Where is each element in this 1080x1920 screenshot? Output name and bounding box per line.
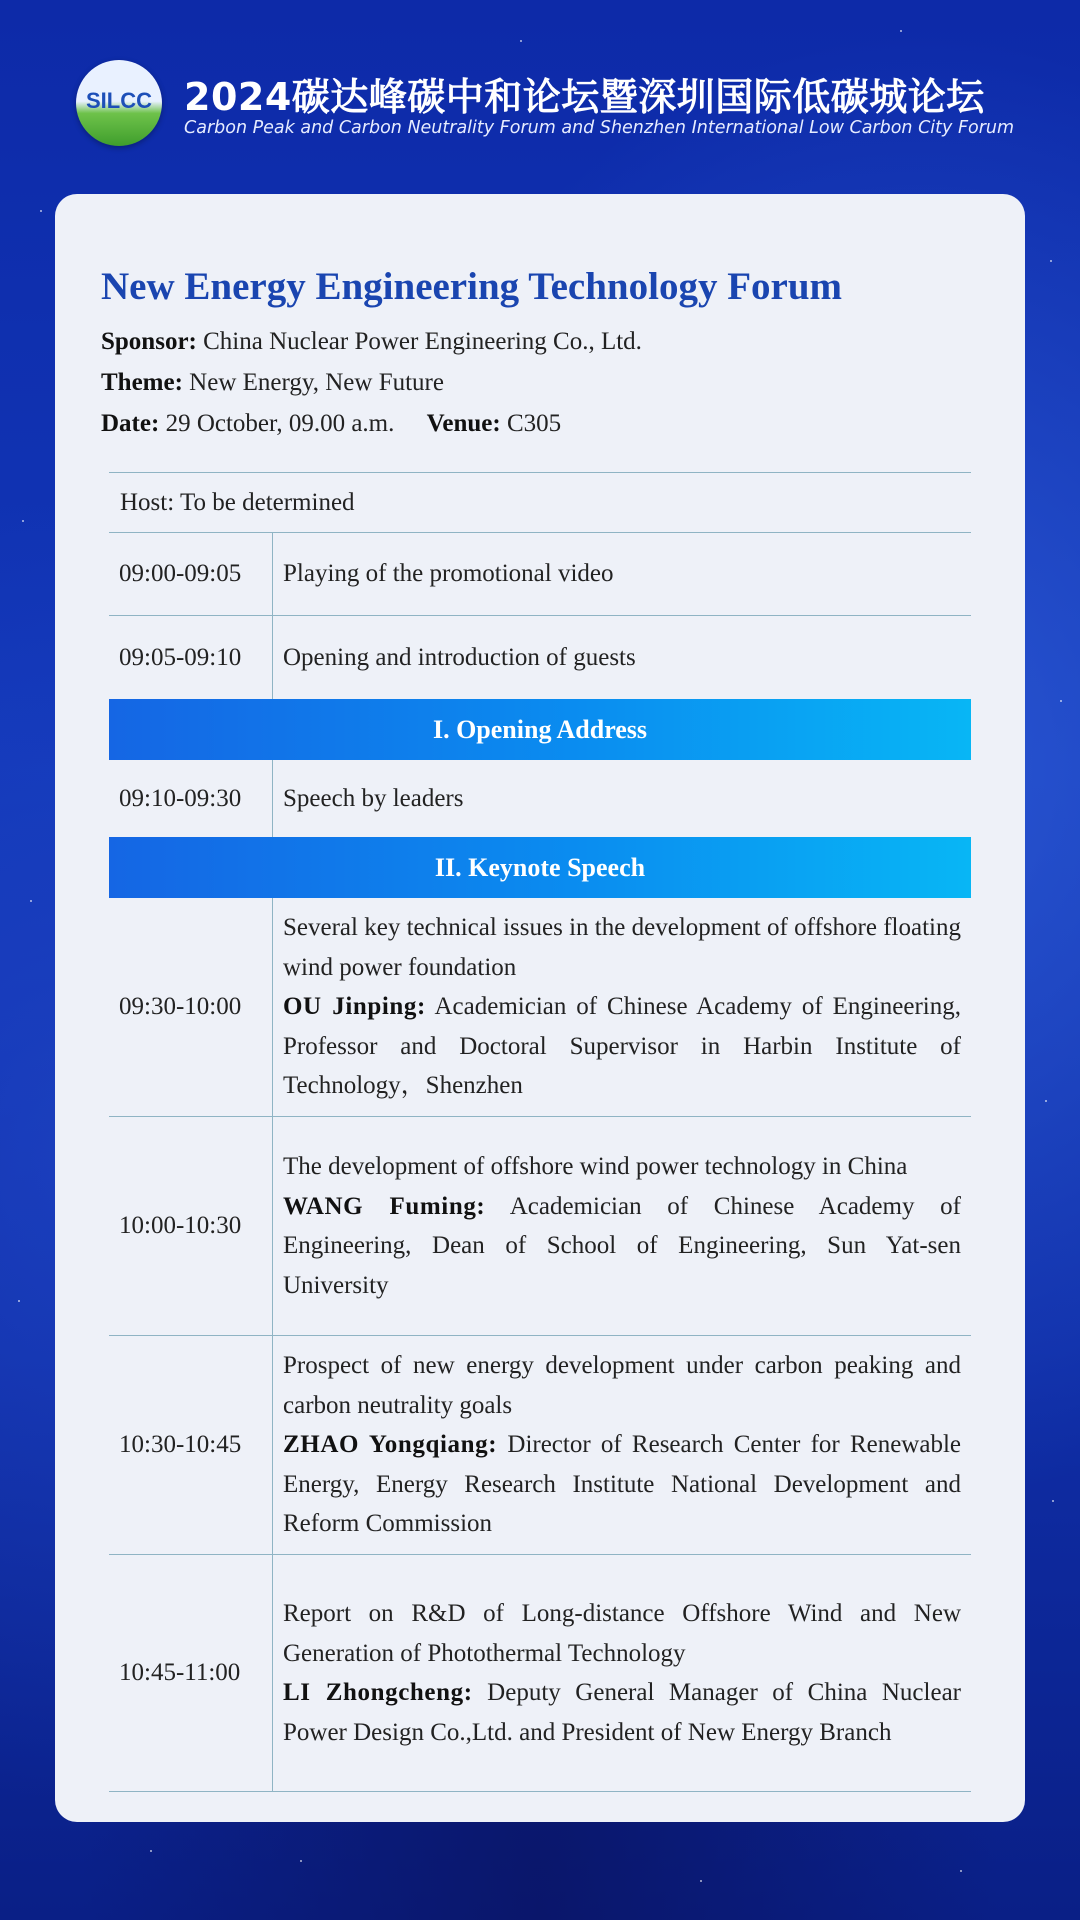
agenda-item-text: Speech by leaders xyxy=(283,784,464,812)
agenda-time: 09:00-09:05 xyxy=(109,533,273,615)
agenda-row xyxy=(109,616,971,699)
keynote-row xyxy=(109,898,971,1117)
theme-value: New Energy, New Future xyxy=(189,369,444,396)
silcc-logo xyxy=(76,60,162,146)
forum-title: New Energy Engineering Technology Forum xyxy=(101,265,843,308)
agenda-card xyxy=(55,194,1025,1822)
agenda-item-text: Opening and introduction of guests xyxy=(283,643,636,671)
agenda-row xyxy=(109,760,971,837)
keynote-row xyxy=(109,1117,971,1336)
speaker-bio: Academician of Chinese Academy of Engineering, Professor and Doctoral Supervisor in Harbin Institute of Technology，Shenzhen xyxy=(283,993,962,1100)
theme-label: Theme: xyxy=(101,369,183,396)
section-header-opening-address xyxy=(109,699,971,760)
logo-text: SILCC xyxy=(86,88,152,113)
venue-value: C305 xyxy=(506,410,562,437)
agenda-item-text: Playing of the promotional video xyxy=(283,560,614,588)
forum-header xyxy=(76,58,1015,154)
agenda-time: 09:30-10:00 xyxy=(109,898,273,1116)
keynote-speaker-line xyxy=(283,987,961,1106)
host-row xyxy=(109,472,971,533)
keynote-speaker-line xyxy=(283,1187,961,1306)
sponsor-line xyxy=(101,328,642,356)
agenda-time: 10:00-10:30 xyxy=(109,1117,273,1335)
agenda-time: 09:10-09:30 xyxy=(109,760,273,837)
venue-label: Venue: xyxy=(426,410,501,437)
speaker-name: OU Jinping: xyxy=(283,993,426,1021)
header-title-chinese: 2024碳达峰碳中和论坛暨深圳国际低碳城论坛 xyxy=(184,75,985,119)
speaker-name: WANG Fuming: xyxy=(283,1192,486,1220)
section-header-keynote-speech xyxy=(109,837,971,898)
sponsor-label: Sponsor: xyxy=(101,328,197,355)
agenda-time: 09:05-09:10 xyxy=(109,616,273,699)
agenda-time: 10:30-10:45 xyxy=(109,1336,273,1554)
theme-line xyxy=(101,369,444,397)
keynote-content xyxy=(273,1555,971,1791)
keynote-content xyxy=(273,1117,971,1335)
date-value: 29 October, 09.00 a.m. xyxy=(165,410,395,437)
keynote-topic: Several key technical issues in the development of offshore floating wind power foundation xyxy=(283,914,961,981)
agenda-table xyxy=(109,472,971,1792)
keynote-row xyxy=(109,1555,971,1792)
date-label: Date: xyxy=(101,410,160,437)
keynote-speaker-line xyxy=(283,1673,961,1752)
keynote-topic: Prospect of new energy development under carbon peaking and carbon neutrality goals xyxy=(283,1352,961,1419)
speaker-name: LI Zhongcheng: xyxy=(283,1679,473,1706)
keynote-row xyxy=(109,1336,971,1555)
header-title-english: Carbon Peak and Carbon Neutrality Forum and Shenzhen International Low Carbon City Forum xyxy=(184,118,1015,138)
keynote-content xyxy=(273,898,971,1116)
speaker-bio: Director of Research Center for Renewable Energy, Energy Research Institute National Development and Reform Commission xyxy=(283,1431,962,1538)
host-text: Host: To be determined xyxy=(120,488,355,516)
speaker-name: ZHAO Yongqiang: xyxy=(283,1431,498,1459)
speaker-bio: Academician of Chinese Academy of Engineering, Dean of School of Engineering, Sun Yat-sen University xyxy=(283,1192,961,1299)
section-title: II. Keynote Speech xyxy=(434,852,646,882)
agenda-row xyxy=(109,533,971,616)
speaker-bio: Deputy General Manager of China Nuclear Power Design Co.,Ltd. and President of New Energy Branch xyxy=(283,1679,961,1746)
sponsor-value: China Nuclear Power Engineering Co., Ltd. xyxy=(203,328,642,355)
keynote-content xyxy=(273,1336,971,1554)
date-venue-line xyxy=(101,410,561,438)
agenda-time: 10:45-11:00 xyxy=(109,1555,273,1791)
keynote-speaker-line xyxy=(283,1425,961,1544)
section-title: I. Opening Address xyxy=(432,714,648,744)
keynote-topic: Report on R&D of Long-distance Offshore Wind and New Generation of Photothermal Technology xyxy=(283,1600,961,1667)
keynote-topic: The development of offshore wind power technology in China xyxy=(283,1153,908,1180)
